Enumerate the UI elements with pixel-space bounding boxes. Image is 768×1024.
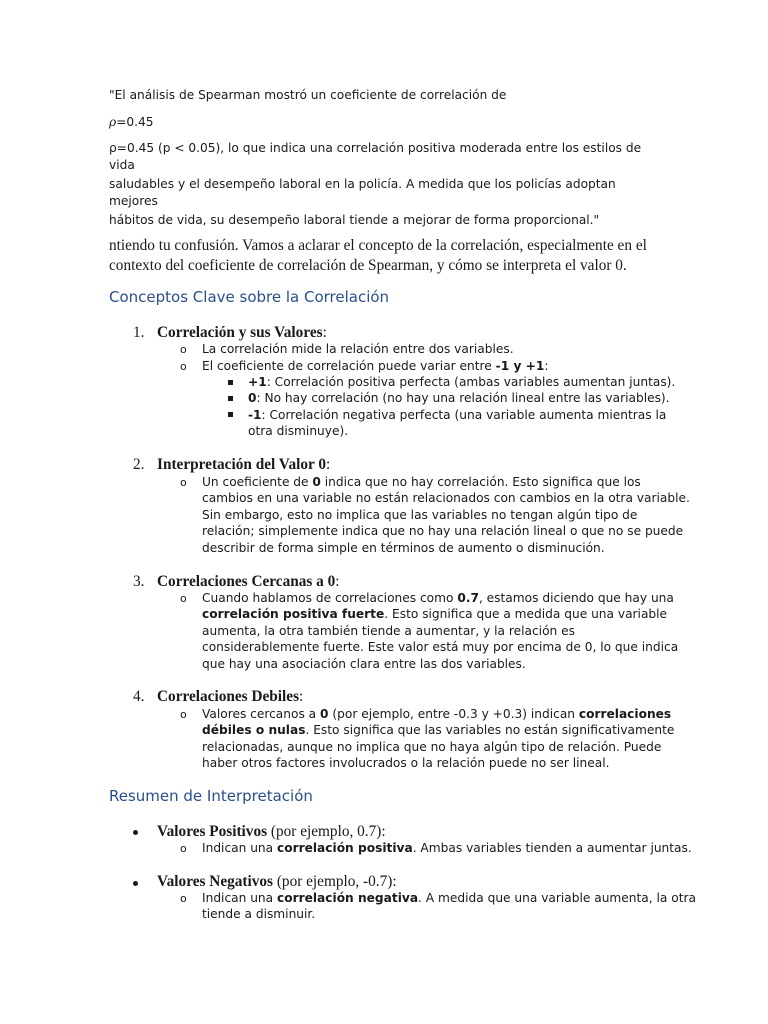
sub-bullet: o [180,842,187,855]
sub-text: Indican una correlación positiva. Ambas variables tienden a aumentar juntas. [202,841,692,855]
sub-text: aumenta, la otra también tiende a aumentar, y la relación es [202,624,575,638]
item-title: Interpretación del Valor 0: [157,456,331,473]
sub-text: relación; simplemente indica que no hay una relación lineal o que no se puede [202,524,684,538]
sub-bullet: o [180,592,187,605]
rho-symbol: ρ [109,115,117,129]
sub-text: haber otros factores involucrados o la relación puede no ser lineal. [202,756,610,770]
bullet-dot [133,830,138,835]
item-title: Correlación y sus Valores: [157,324,327,341]
rho-line [109,114,154,131]
square-bullet [228,380,233,385]
quote-paragraph-line: saludables y el desempeño laboral en la policía. A medida que los policías adoptan mejores [109,177,616,208]
square-bullet [228,412,233,417]
square-bullet [228,396,233,401]
sub-text: Valores cercanos a 0 (por ejemplo, entre -0.3 y +0.3) indican correlaciones [202,707,672,721]
sub-bullet: o [180,343,187,356]
sub-text: Sin embargo, esto no implica que las variables no tengan algún tipo de [202,508,638,522]
bullet-dot [133,881,138,886]
quote-paragraph [109,140,654,229]
sub-text: describir de forma simple en términos de aumento o disminución. [202,541,605,555]
sub-text: Indican una correlación negativa. A medida que una variable aumenta, la otra [202,891,696,905]
list-number: 3. [133,573,145,590]
sub-text: correlación positiva fuerte. Esto significa que a medida que una variable [202,607,668,621]
intro-line: ntiendo tu confusión. Vamos a aclarar el concepto de la correlación, especialmente en el [109,237,647,254]
sub-text: El coeficiente de correlación puede variar entre -1 y +1: [202,359,549,373]
intro-line: contexto del coeficiente de correlación de Spearman, y cómo se interpreta el valor 0. [109,256,627,274]
item-title: Correlaciones Cercanas a 0: [157,573,340,590]
list-number: 2. [133,456,145,473]
summary-title: Valores Negativos (por ejemplo, -0.7): [157,873,397,890]
section-heading-resumen: Resumen de Interpretación [109,787,313,805]
sub-text: cambios en una variable no están relacionados con cambios en la otra variable. [202,491,690,505]
sub-bullet: o [180,360,187,373]
sub-text: La correlación mide la relación entre dos variables. [202,342,514,356]
sub-text: Un coeficiente de 0 indica que no hay correlación. Esto significa que los [202,475,641,489]
sub-text: relacionadas, aunque no implica que no haya algún tipo de relación. Puede [202,740,662,754]
sub-text: tiende a disminuir. [202,907,316,921]
section-heading-conceptos: Conceptos Clave sobre la Correlación [109,288,390,306]
list-number: 4. [133,688,145,705]
quote-paragraph-line: ρ=0.45 (p < 0.05), lo que indica una correlación positiva moderada entre los estilos de vida [109,141,642,172]
value-text: +1: Correlación positiva perfecta (ambas variables aumentan juntas). [248,375,676,389]
list-number: 1. [133,324,145,341]
value-text: -1: Correlación negativa perfecta (una variable aumenta mientras la [248,408,667,422]
sub-text: que hay una asociación clara entre las dos variables. [202,657,526,671]
intro-paragraph [109,236,659,275]
quote-paragraph-line: hábitos de vida, su desempeño laboral tiende a mejorar de forma proporcional." [109,213,600,228]
rho-value: =0.45 [116,115,154,129]
value-text: 0: No hay correlación (no hay una relación lineal entre las variables). [248,391,670,405]
quote-line: "El análisis de Spearman mostró un coeficiente de correlación de [109,88,507,102]
sub-bullet: o [180,708,187,721]
sub-bullet: o [180,476,187,489]
item-title: Correlaciones Debiles: [157,688,304,705]
value-text: otra disminuye). [248,424,349,438]
summary-title: Valores Positivos (por ejemplo, 0.7): [157,823,386,840]
sub-text: débiles o nulas. Esto significa que las variables no están significativamente [202,723,675,737]
sub-bullet: o [180,892,187,905]
sub-text: Cuando hablamos de correlaciones como 0.7, estamos diciendo que hay una [202,591,674,605]
sub-text: considerablemente fuerte. Este valor está muy por encima de 0, lo que indica [202,640,679,654]
